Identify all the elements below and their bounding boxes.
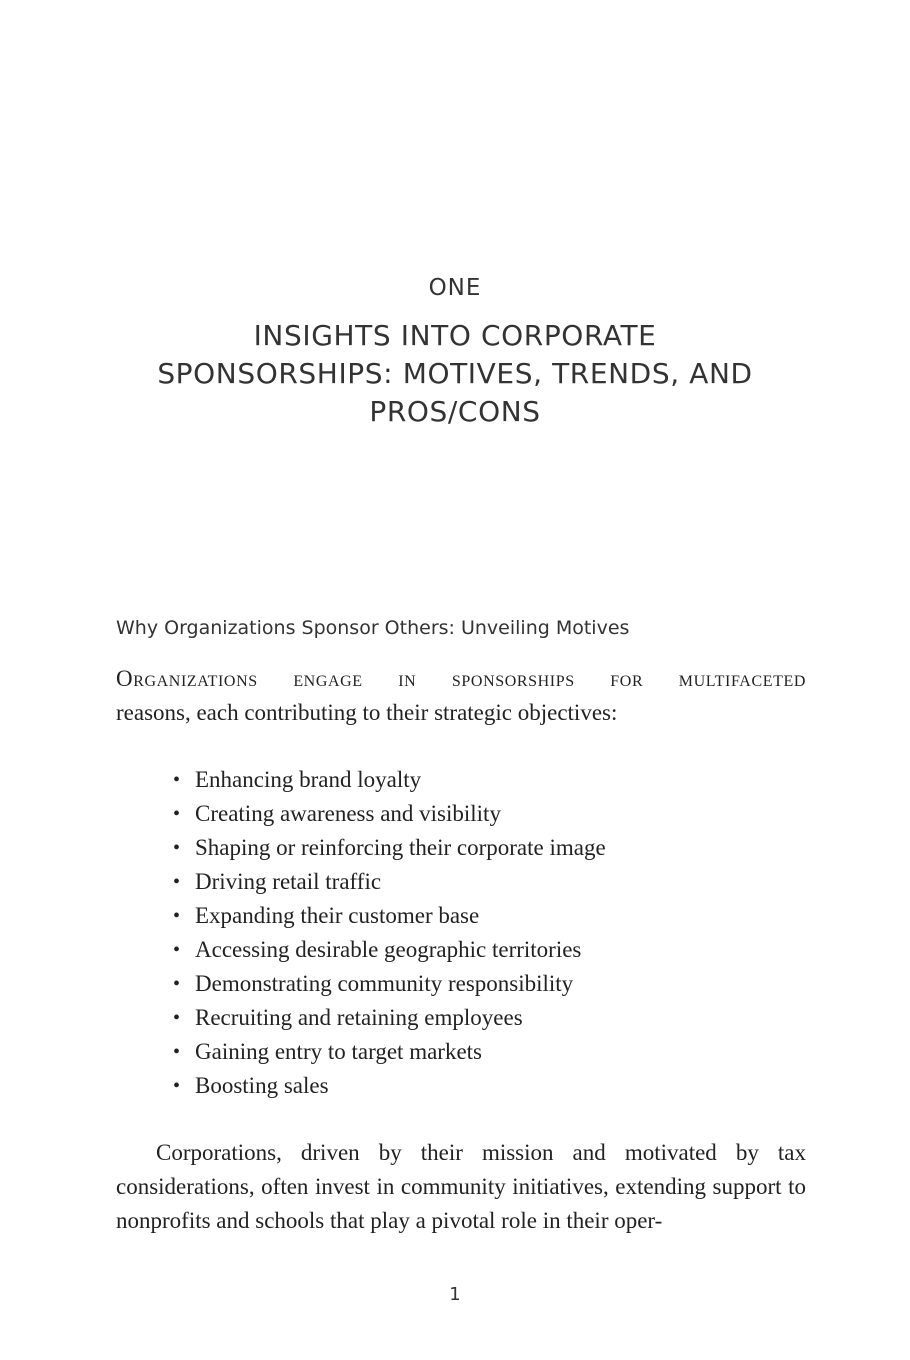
list-item xyxy=(116,865,806,899)
bullet-icon: • xyxy=(173,1041,181,1063)
page-number: 1 xyxy=(449,1284,461,1305)
chapter-title: INSIGHTS INTO CORPORATE SPONSORSHIPS: MOTIVES, TRENDS, AND PROS/CONS xyxy=(157,319,753,428)
list-item xyxy=(116,831,806,865)
bullet-icon: • xyxy=(173,1007,181,1029)
list-item-text: Accessing desirable geographic territories xyxy=(195,937,582,962)
list-item-text: Gaining entry to target markets xyxy=(195,1039,482,1064)
section-heading: Why Organizations Sponsor Others: Unveiling Motives xyxy=(116,617,630,639)
intro-lead-small-caps: Organizations engage in sponsorships for multifaceted xyxy=(116,666,806,691)
intro-paragraph xyxy=(116,662,806,730)
list-item-text: Boosting sales xyxy=(195,1073,329,1098)
bullet-icon: • xyxy=(173,837,181,859)
list-item xyxy=(116,967,806,1001)
bullet-icon: • xyxy=(173,1075,181,1097)
list-item xyxy=(116,899,806,933)
list-item xyxy=(116,1035,806,1069)
list-item-text: Enhancing brand loyalty xyxy=(195,767,422,792)
intro-rest: reasons, each contributing to their strategic objectives: xyxy=(116,700,618,725)
bullet-icon: • xyxy=(173,769,181,791)
bullet-icon: • xyxy=(173,803,181,825)
list-item-text: Expanding their customer base xyxy=(195,903,480,928)
chapter-number: ONE xyxy=(428,275,482,301)
list-item-text: Creating awareness and visibility xyxy=(195,801,501,826)
bullet-icon: • xyxy=(173,871,181,893)
bullet-icon: • xyxy=(173,905,181,927)
list-item-text: Shaping or reinforcing their corporate image xyxy=(195,835,606,860)
list-item-text: Demonstrating community responsibility xyxy=(195,971,574,996)
motives-list xyxy=(116,763,806,1103)
list-item xyxy=(116,797,806,831)
bullet-icon: • xyxy=(173,973,181,995)
list-item-text: Driving retail traffic xyxy=(195,869,382,894)
bullet-icon: • xyxy=(173,939,181,961)
list-item xyxy=(116,763,806,797)
list-item xyxy=(116,1069,806,1103)
list-item-text: Recruiting and retaining employees xyxy=(195,1005,523,1030)
list-item xyxy=(116,933,806,967)
list-item xyxy=(116,1001,806,1035)
closing-paragraph: Corporations, driven by their mission and motivated by tax considerations, often invest in community initiatives, extending support to nonprofits and schools that play a pivotal role in their oper- xyxy=(116,1140,806,1233)
